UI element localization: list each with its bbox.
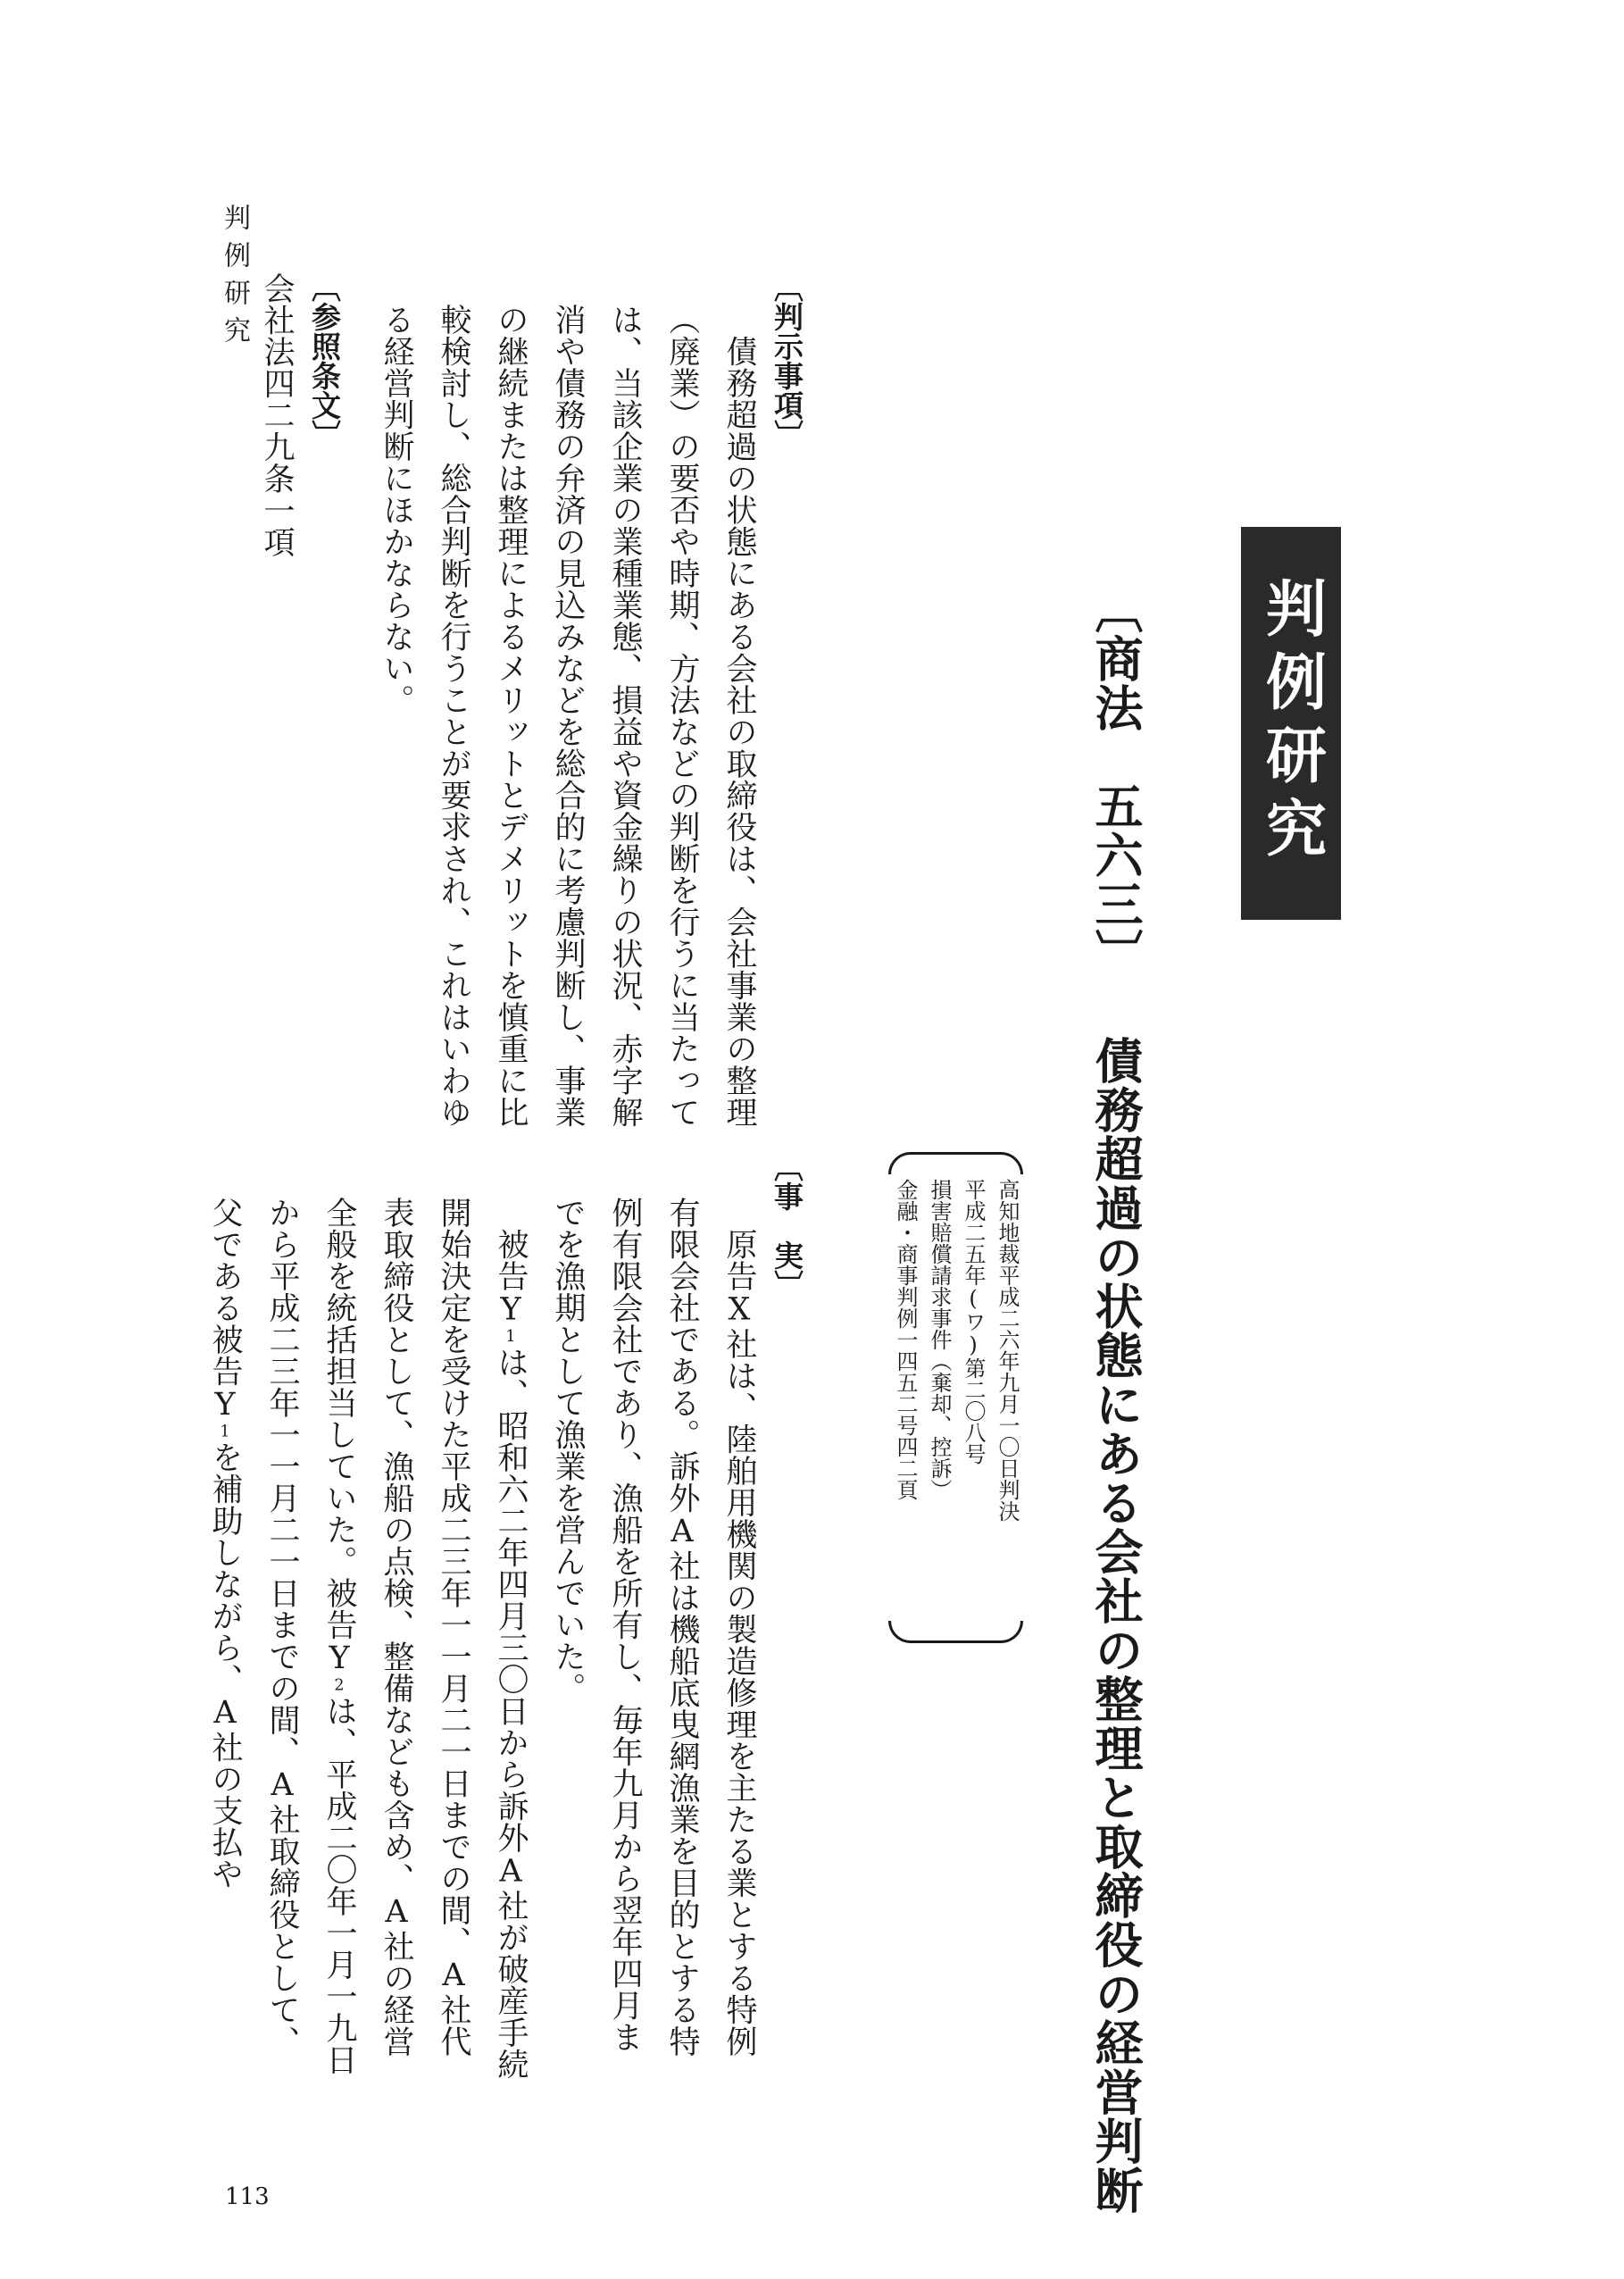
citation-court-date: 高知地裁平成二六年九月一〇日判決: [995, 1179, 1020, 1522]
facts-paragraph-1: 原告X社は、陸舶用機関の製造修理を主たる業とする特例有限会社である。訴外A社は機船底曳網漁業を目的とする特例有限会社であり、漁船を所有し、毎年九月から翌年四月までを漁期として漁業を営んでいた。: [550, 1197, 757, 2058]
article-title: 〔商法 五六三〕 債務超過の状態にある会社の整理と取締役の経営判断: [1087, 585, 1145, 2215]
subscript-y1: 1: [502, 1328, 520, 1347]
facts-paragraph-2-end: を補助しながら、A社の支払や: [207, 1441, 243, 1890]
page-number: 113: [225, 2183, 270, 2210]
facts-paragraph-2-start: 被告Y: [493, 1197, 529, 1328]
citation-case-type: 損害賠償請求事件（棄却、控訴）: [927, 1179, 952, 1500]
reference-body: 会社法四二九条一項: [259, 272, 295, 558]
holding-body: 債務超過の状態にある会社の取締役は、会社事業の整理（廃業）の要否や時期、方法などの判断を行うに当たっては、当該企業の業種業態、損益や資金繰りの状況、赤字解消や債務の弁済の見込みなどを総合的に考慮判断し、事業の継続または整理によるメリットとデメリットを慎重に比較検討し、総合判断を行うことが要求され、これはいわゆる経営判断にほかならない。: [379, 304, 757, 1128]
case-citation: [888, 1152, 1031, 1616]
reference-heading: 〔参照条文〕: [307, 272, 342, 449]
subscript-y1-again: 1: [216, 1423, 234, 1441]
running-header: 判例研究: [219, 204, 250, 354]
facts-heading: 〔事 実〕: [770, 1152, 804, 1299]
facts-paragraph-2-cont: は、平成二〇年一月一九日から平成二三年一一月二一日までの間、A社取締役として、父である被告Y: [207, 1197, 357, 2075]
citation-text: [888, 1179, 1024, 1522]
holding-heading: 〔判示事項〕: [770, 272, 804, 449]
brace-top: [888, 1152, 1023, 1174]
facts-body: [187, 1197, 768, 2081]
citation-docket: 平成二五年(ワ)第二〇八号: [961, 1179, 986, 1465]
subscript-y2: 2: [330, 1676, 348, 1695]
citation-reporter: 金融・商事判例一四五二号四二頁: [893, 1179, 918, 1500]
facts-paragraph-2-mid: は、昭和六二年四月三〇日から訴外A社が破産手続開始決定を受けた平成二三年一一月二一日までの間、A社代表取締役として、漁船の点検、整備なども含め、A社の経営全般を統括担当していた。被告Y: [321, 1197, 529, 2080]
brace-bottom: [888, 1621, 1023, 1643]
section-banner: 判例研究: [1241, 527, 1341, 920]
